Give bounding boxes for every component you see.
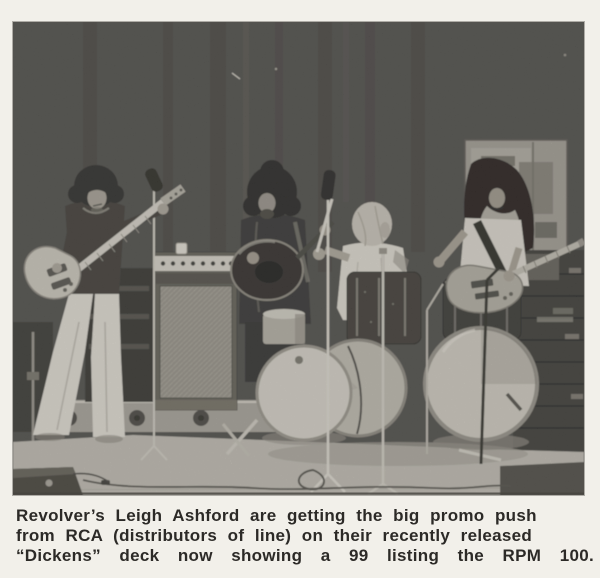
caption-line-2: from RCA (distributors of line) on their recently released xyxy=(16,525,533,545)
caption-line-3: “Dickens” deck now showing a 99 listing the RPM 100. xyxy=(16,545,594,565)
film-grain-dark xyxy=(13,22,584,495)
caption xyxy=(16,506,594,565)
band-photo-illustration xyxy=(13,22,584,495)
caption-line-1: Revolver’s Leigh Ashford are getting the big promo push xyxy=(16,506,537,525)
band-photo xyxy=(13,22,584,495)
